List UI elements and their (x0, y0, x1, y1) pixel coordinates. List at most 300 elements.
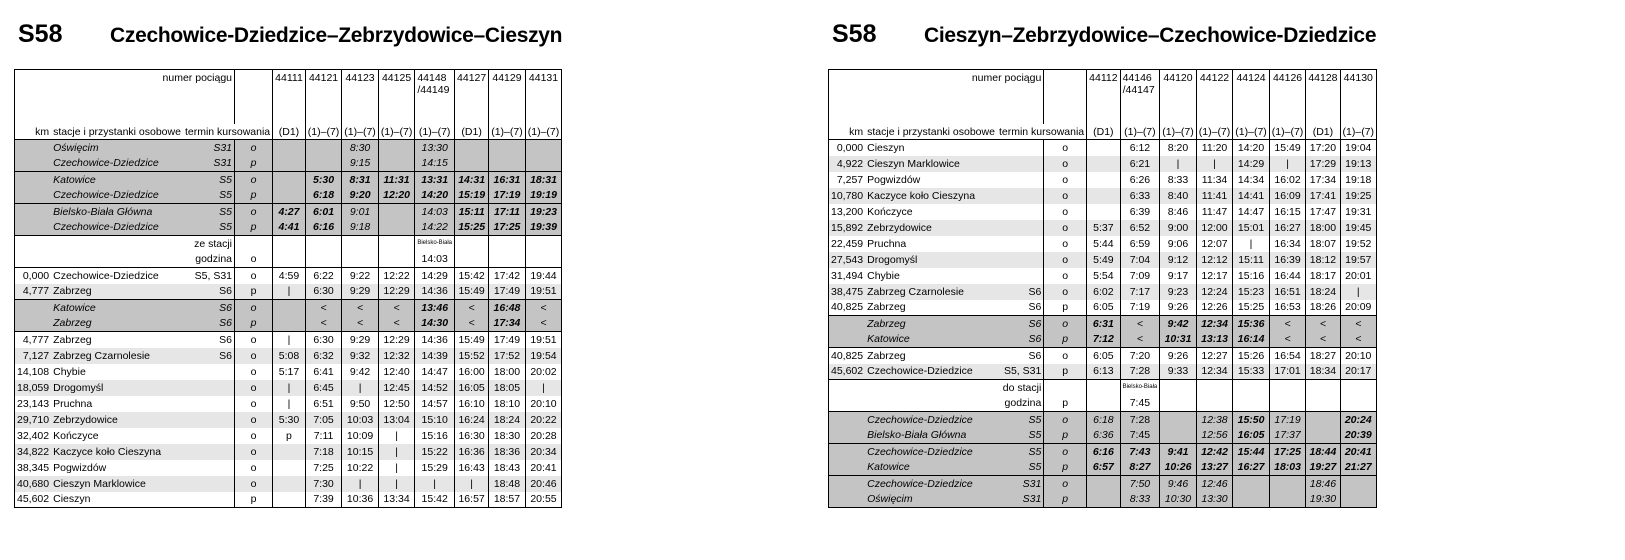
time-cell (1340, 476, 1377, 492)
connection-cell: S31 (997, 476, 1044, 492)
time-cell: 11:47 (1196, 204, 1233, 220)
time-cell: 7:17 (1120, 284, 1160, 300)
time-cell (305, 140, 342, 156)
km-cell: 45,602 (17, 493, 50, 506)
time-cell: 15:36 (1233, 316, 1270, 332)
time-cell: 7:11 (305, 428, 342, 444)
km-cell (829, 412, 866, 428)
timetable-row (15, 380, 562, 396)
station-name: Czechowice-Dziedzice (51, 156, 183, 172)
station-name: Zebrzydowice (865, 220, 997, 236)
time-cell: 12:56 (1196, 428, 1233, 444)
term-cell: (1)–(7) (1340, 124, 1377, 140)
station-name: Chybie (53, 365, 86, 378)
time-cell: 7:28 (1120, 412, 1160, 428)
term-header: termin kursowania (998, 126, 1085, 138)
timetable-row (829, 220, 1377, 236)
arr-dep-marker: o (235, 252, 273, 268)
time-cell: 19:31 (1340, 204, 1377, 220)
km-cell (15, 188, 52, 204)
time-cell: 6:01 (305, 204, 342, 220)
station-name: Zabrzeg Czarnolesie (51, 348, 183, 364)
station-name: Katowice (51, 300, 183, 316)
time-cell: | (455, 476, 489, 492)
time-cell: 14:36 (415, 284, 455, 300)
timetable-row (829, 348, 1377, 364)
km-cell: 7,257 (836, 173, 864, 186)
arr-dep-marker: o (235, 300, 273, 316)
time-cell: 19:57 (1340, 252, 1377, 268)
station-name: Czechowice-Dziedzice (865, 476, 997, 492)
time-cell: 9:20 (342, 188, 379, 204)
km-cell (15, 172, 52, 188)
time-cell: < (525, 316, 562, 332)
arr-dep-marker: o (235, 204, 273, 220)
connection-cell: S6 (997, 348, 1044, 364)
time-cell (305, 252, 342, 268)
km-cell: 4,777 (15, 284, 52, 300)
time-cell: 7:09 (1120, 268, 1160, 284)
time-cell: | (378, 428, 415, 444)
time-cell: 18:24 (1306, 284, 1340, 300)
connection-cell (997, 268, 1044, 284)
km-cell: 0,000 (829, 140, 866, 156)
time-cell (525, 156, 562, 172)
station-name (865, 380, 997, 396)
connection-cell: S5 (183, 188, 235, 204)
time-cell: | (378, 444, 415, 460)
time-cell: 19:54 (525, 348, 562, 364)
time-cell: 9:22 (342, 268, 379, 284)
time-cell (1269, 492, 1306, 508)
term-cell: (1)–(7) (1120, 124, 1160, 140)
time-cell: 9:15 (342, 156, 379, 172)
time-cell: 6:30 (305, 332, 342, 348)
arr-dep-marker: o (235, 428, 273, 444)
time-cell: 19:13 (1340, 156, 1377, 172)
arr-dep-marker: o (235, 460, 273, 476)
timetable-row (15, 428, 562, 444)
time-cell: 10:31 (1160, 332, 1197, 348)
time-cell: | (273, 284, 306, 300)
time-cell: 14:41 (1233, 188, 1270, 204)
time-cell: 4:41 (273, 220, 306, 236)
time-cell (273, 252, 306, 268)
time-cell: 13:04 (378, 412, 415, 428)
station-name: Oświęcim (51, 140, 183, 156)
train-number-row (829, 70, 1377, 124)
time-cell: 18:30 (489, 428, 526, 444)
time-cell: 17:25 (489, 220, 526, 236)
arr-dep-marker: o (1044, 236, 1087, 252)
arr-dep-marker: p (1044, 428, 1087, 444)
time-cell: 19:25 (1340, 188, 1377, 204)
timetable-row (15, 204, 562, 220)
time-cell: 16:44 (1269, 268, 1306, 284)
connection-cell: S6 (183, 316, 235, 332)
time-cell: 16:00 (455, 364, 489, 380)
station-name: Czechowice-Dziedzice (865, 412, 997, 428)
station-name: Zabrzeg (865, 348, 997, 364)
time-cell: 19:44 (525, 268, 562, 284)
station-name: Drogomyśl (865, 252, 997, 268)
arr-dep-marker: p (1044, 460, 1087, 476)
train-number-label: numer pociągu (162, 72, 233, 84)
arr-dep-marker: p (235, 188, 273, 204)
station-name: Zabrzeg (51, 284, 183, 300)
time-cell: 6:18 (1087, 412, 1120, 428)
time-cell (273, 460, 306, 476)
time-cell: 18:17 (1306, 268, 1340, 284)
arr-dep-marker: o (235, 140, 273, 156)
time-cell (489, 252, 526, 268)
time-cell: 7:50 (1120, 476, 1160, 492)
km-cell: 27,543 (829, 252, 866, 268)
time-cell: < (1120, 332, 1160, 348)
time-cell: < (378, 316, 415, 332)
line-code: S58 (832, 20, 877, 48)
km-cell (15, 140, 52, 156)
time-cell: 6:26 (1120, 172, 1160, 188)
time-cell (378, 204, 415, 220)
term-cell: (1)–(7) (1269, 124, 1306, 140)
time-cell: 18:03 (1269, 460, 1306, 476)
time-cell: 9:29 (342, 332, 379, 348)
time-cell: | (1340, 284, 1377, 300)
timetable-row (15, 156, 562, 172)
connection-cell: S5 (183, 220, 235, 236)
time-cell: 19:52 (1340, 236, 1377, 252)
time-cell: 16:57 (455, 492, 489, 508)
time-cell: 17:37 (1269, 428, 1306, 444)
km-cell: 29,710 (15, 412, 52, 428)
time-cell: 13:34 (378, 492, 415, 508)
time-cell: 15:23 (1233, 284, 1270, 300)
km-cell (829, 332, 866, 348)
time-cell: 18:31 (525, 172, 562, 188)
time-cell: 7:45 (1120, 428, 1160, 444)
arr-dep-marker: p (1044, 300, 1087, 316)
connection-cell (997, 220, 1044, 236)
time-cell: 15:29 (415, 460, 455, 476)
time-cell: 15:10 (415, 412, 455, 428)
time-cell: 17:11 (489, 204, 526, 220)
time-cell: 12:07 (1196, 236, 1233, 252)
time-cell (273, 316, 306, 332)
time-cell: 20:10 (525, 396, 562, 412)
train-number: 44124 (1233, 70, 1270, 124)
time-cell: 17:29 (1306, 156, 1340, 172)
connection-cell: godzina (1004, 397, 1042, 410)
time-cell: 14:29 (1233, 156, 1270, 172)
time-cell: 17:25 (1269, 444, 1306, 460)
station-name: Kończyce (53, 429, 99, 442)
km-cell: 34,822 (15, 444, 52, 460)
timetable-table (14, 69, 562, 508)
time-cell: 11:34 (1196, 172, 1233, 188)
km-cell: 10,780 (829, 188, 866, 204)
station-name: Kaczyce koło Cieszyna (865, 188, 997, 204)
time-cell: 6:22 (305, 268, 342, 284)
arr-dep-marker (235, 236, 273, 252)
time-cell: < (1340, 332, 1377, 348)
time-cell (378, 220, 415, 236)
time-cell: 18:44 (1306, 444, 1340, 460)
connection-cell: S6 (997, 284, 1044, 300)
connection-cell (997, 156, 1044, 172)
time-cell: 11:41 (1196, 188, 1233, 204)
time-cell: 8:31 (342, 172, 379, 188)
time-cell: 5:30 (305, 172, 342, 188)
arr-dep-marker: o (1044, 172, 1087, 188)
timetable-row (829, 156, 1377, 172)
arr-dep-marker: p (235, 156, 273, 172)
time-cell: 15:25 (455, 220, 489, 236)
time-cell: 18:57 (489, 492, 526, 508)
time-cell (455, 140, 489, 156)
time-cell: 14:47 (415, 364, 455, 380)
timetable-row (829, 236, 1377, 252)
timetable-table (828, 69, 1377, 508)
time-cell: 10:09 (342, 428, 379, 444)
term-cell: (1)–(7) (1233, 124, 1270, 140)
connection-cell: S5, S31 (183, 268, 235, 284)
time-cell (273, 188, 306, 204)
km-cell: 7,127 (15, 348, 52, 364)
time-cell (1340, 396, 1377, 412)
time-cell (378, 252, 415, 268)
station-name: Czechowice-Dziedzice (865, 444, 997, 460)
km-cell: 45,602 (829, 364, 866, 380)
arr-dep-marker: p (1044, 332, 1087, 348)
time-cell: 13:27 (1196, 460, 1233, 476)
time-cell: 15:19 (455, 188, 489, 204)
connection-cell (997, 188, 1044, 204)
time-cell: 19:27 (1306, 460, 1340, 476)
time-cell: 6:16 (1087, 444, 1120, 460)
time-cell: 20:28 (525, 428, 562, 444)
connection-cell: S6 (183, 348, 235, 364)
time-cell: 18:34 (1306, 364, 1340, 380)
connection-cell (183, 492, 235, 508)
timetable-row (15, 396, 562, 412)
time-cell (378, 140, 415, 156)
station-header: stacje i przystanki osobowe (53, 126, 181, 138)
station-name: Cieszyn (865, 140, 997, 156)
time-cell: 20:22 (525, 412, 562, 428)
arr-dep-marker: o (1044, 348, 1087, 364)
time-cell: 16:48 (489, 300, 526, 316)
time-cell: Bielsko-Biała (415, 236, 455, 252)
timetable-row (15, 460, 562, 476)
time-cell: 6:30 (305, 284, 342, 300)
time-cell: 5:37 (1087, 220, 1120, 236)
time-cell: 15:01 (1233, 220, 1270, 236)
arr-dep-marker: o (1044, 476, 1087, 492)
time-cell: 13:46 (415, 300, 455, 316)
time-cell: 6:45 (305, 380, 342, 396)
station-name: Bielsko-Biała Główna (51, 204, 183, 220)
time-cell: 12:27 (1196, 348, 1233, 364)
km-cell: 40,825 (831, 301, 864, 314)
train-number: 44131 (525, 70, 562, 124)
time-cell: 9:33 (1160, 364, 1197, 380)
arr-dep-marker: o (1044, 268, 1087, 284)
time-cell (1269, 396, 1306, 412)
time-cell: 18:48 (489, 476, 526, 492)
time-cell: | (1196, 156, 1233, 172)
time-cell: 15:11 (455, 204, 489, 220)
time-cell: 7:05 (305, 412, 342, 428)
term-cell: (D1) (1087, 124, 1120, 140)
station-name: Pruchna (867, 237, 907, 250)
time-cell: | (1233, 236, 1270, 252)
time-cell: 12:12 (1196, 252, 1233, 268)
km-cell: 13,200 (831, 205, 864, 218)
time-cell (489, 236, 526, 252)
timetable-row (829, 396, 1377, 412)
km-cell (829, 444, 866, 460)
time-cell: 14:03 (415, 204, 455, 220)
km-cell (829, 460, 866, 476)
connection-cell: S5 (997, 444, 1044, 460)
time-cell: 10:15 (342, 444, 379, 460)
time-cell: 8:30 (342, 140, 379, 156)
time-cell: 15:44 (1233, 444, 1270, 460)
time-cell: 16:24 (455, 412, 489, 428)
km-cell: 31,494 (831, 269, 864, 282)
arr-dep-marker: o (235, 172, 273, 188)
time-cell: 5:44 (1087, 236, 1120, 252)
time-cell: 7:04 (1120, 252, 1160, 268)
timetable-row (829, 492, 1377, 508)
time-cell: 12:40 (378, 364, 415, 380)
arr-dep-marker: o (235, 348, 273, 364)
timetable-row (15, 348, 562, 364)
time-cell: 9:01 (342, 204, 379, 220)
time-cell: 15:11 (1233, 252, 1270, 268)
time-cell: 6:36 (1087, 428, 1120, 444)
time-cell: 9:42 (342, 364, 379, 380)
time-cell: 14:22 (415, 220, 455, 236)
station-name: Zabrzeg (51, 316, 183, 332)
time-cell: 17:20 (1306, 140, 1340, 156)
time-cell: 20:01 (1340, 268, 1377, 284)
train-number: 44129 (489, 70, 526, 124)
connection-cell (183, 460, 235, 476)
time-cell (1306, 412, 1340, 428)
station-name: Zabrzeg (865, 316, 997, 332)
connection-cell (997, 236, 1044, 252)
time-cell (1306, 396, 1340, 412)
time-cell: 18:43 (489, 460, 526, 476)
time-cell: 19:19 (525, 188, 562, 204)
timetable-row (829, 460, 1377, 476)
time-cell: 15:49 (455, 332, 489, 348)
timetable-row (15, 364, 562, 380)
time-cell: < (455, 316, 489, 332)
timetable-row (15, 476, 562, 492)
train-number: 44111 (273, 70, 306, 124)
time-cell: | (525, 380, 562, 396)
time-cell (273, 444, 306, 460)
timetable-row (829, 172, 1377, 188)
timetable-row (829, 428, 1377, 444)
time-cell: 16:14 (1233, 332, 1270, 348)
time-cell: 15:49 (455, 284, 489, 300)
time-cell: 18:10 (489, 396, 526, 412)
term-cell: (1)–(7) (305, 124, 342, 140)
time-cell: 18:46 (1306, 476, 1340, 492)
time-cell: 19:23 (525, 204, 562, 220)
time-cell: 14:47 (1233, 204, 1270, 220)
station-name: Cieszyn (53, 493, 91, 506)
station-header: stacje i przystanki osobowe (867, 126, 995, 138)
time-cell: 16:10 (455, 396, 489, 412)
time-cell: 9:41 (1160, 444, 1197, 460)
time-cell: 12:38 (1196, 412, 1233, 428)
time-cell: 14:39 (415, 348, 455, 364)
connection-cell (997, 172, 1044, 188)
station-name: Cieszyn Marklowice (865, 156, 997, 172)
time-cell: p (273, 428, 306, 444)
connection-cell: S5 (997, 412, 1044, 428)
time-cell: 19:39 (525, 220, 562, 236)
time-cell: 8:33 (1160, 172, 1197, 188)
timetable-row (829, 252, 1377, 268)
time-cell: 16:15 (1269, 204, 1306, 220)
time-cell (525, 252, 562, 268)
arr-dep-marker: o (235, 268, 273, 284)
time-cell (1087, 380, 1120, 396)
timetable-row (829, 140, 1377, 156)
connection-cell: S6 (997, 332, 1044, 348)
station-name: Oświęcim (865, 492, 997, 508)
arr-dep-marker: o (235, 332, 273, 348)
time-cell (1087, 396, 1120, 412)
time-cell: 6:02 (1087, 284, 1120, 300)
station-name: Zabrzeg (51, 332, 183, 348)
time-cell: 9:32 (342, 348, 379, 364)
connection-cell (183, 444, 235, 460)
time-cell: < (305, 316, 342, 332)
time-cell: 12:22 (378, 268, 415, 284)
timetable-row (829, 268, 1377, 284)
header-label-row (829, 124, 1377, 140)
time-cell (273, 236, 306, 252)
station-name: Czechowice-Dziedzice (865, 364, 997, 380)
time-cell: < (1340, 316, 1377, 332)
arr-dep-marker: p (1044, 396, 1087, 412)
connection-cell: S31 (183, 140, 235, 156)
time-cell (1087, 156, 1120, 172)
connection-cell: S6 (183, 300, 235, 316)
km-cell: 38,345 (17, 461, 50, 474)
time-cell: 15:26 (1233, 348, 1270, 364)
route-title: Czechowice-Dziedzice–Zebrzydowice–Cieszyn (110, 24, 563, 47)
arr-dep-marker: p (1044, 364, 1087, 380)
time-cell (1340, 492, 1377, 508)
time-cell: 6:13 (1087, 364, 1120, 380)
arr-dep-marker: o (1044, 220, 1087, 236)
time-cell: 6:18 (305, 188, 342, 204)
time-cell: 17:49 (489, 332, 526, 348)
route-title: Cieszyn–Zebrzydowice–Czechowice-Dziedzice (924, 24, 1377, 47)
timetable-row (829, 316, 1377, 332)
time-cell: 17:34 (1306, 172, 1340, 188)
time-cell: 16:27 (1269, 220, 1306, 236)
time-cell (455, 156, 489, 172)
